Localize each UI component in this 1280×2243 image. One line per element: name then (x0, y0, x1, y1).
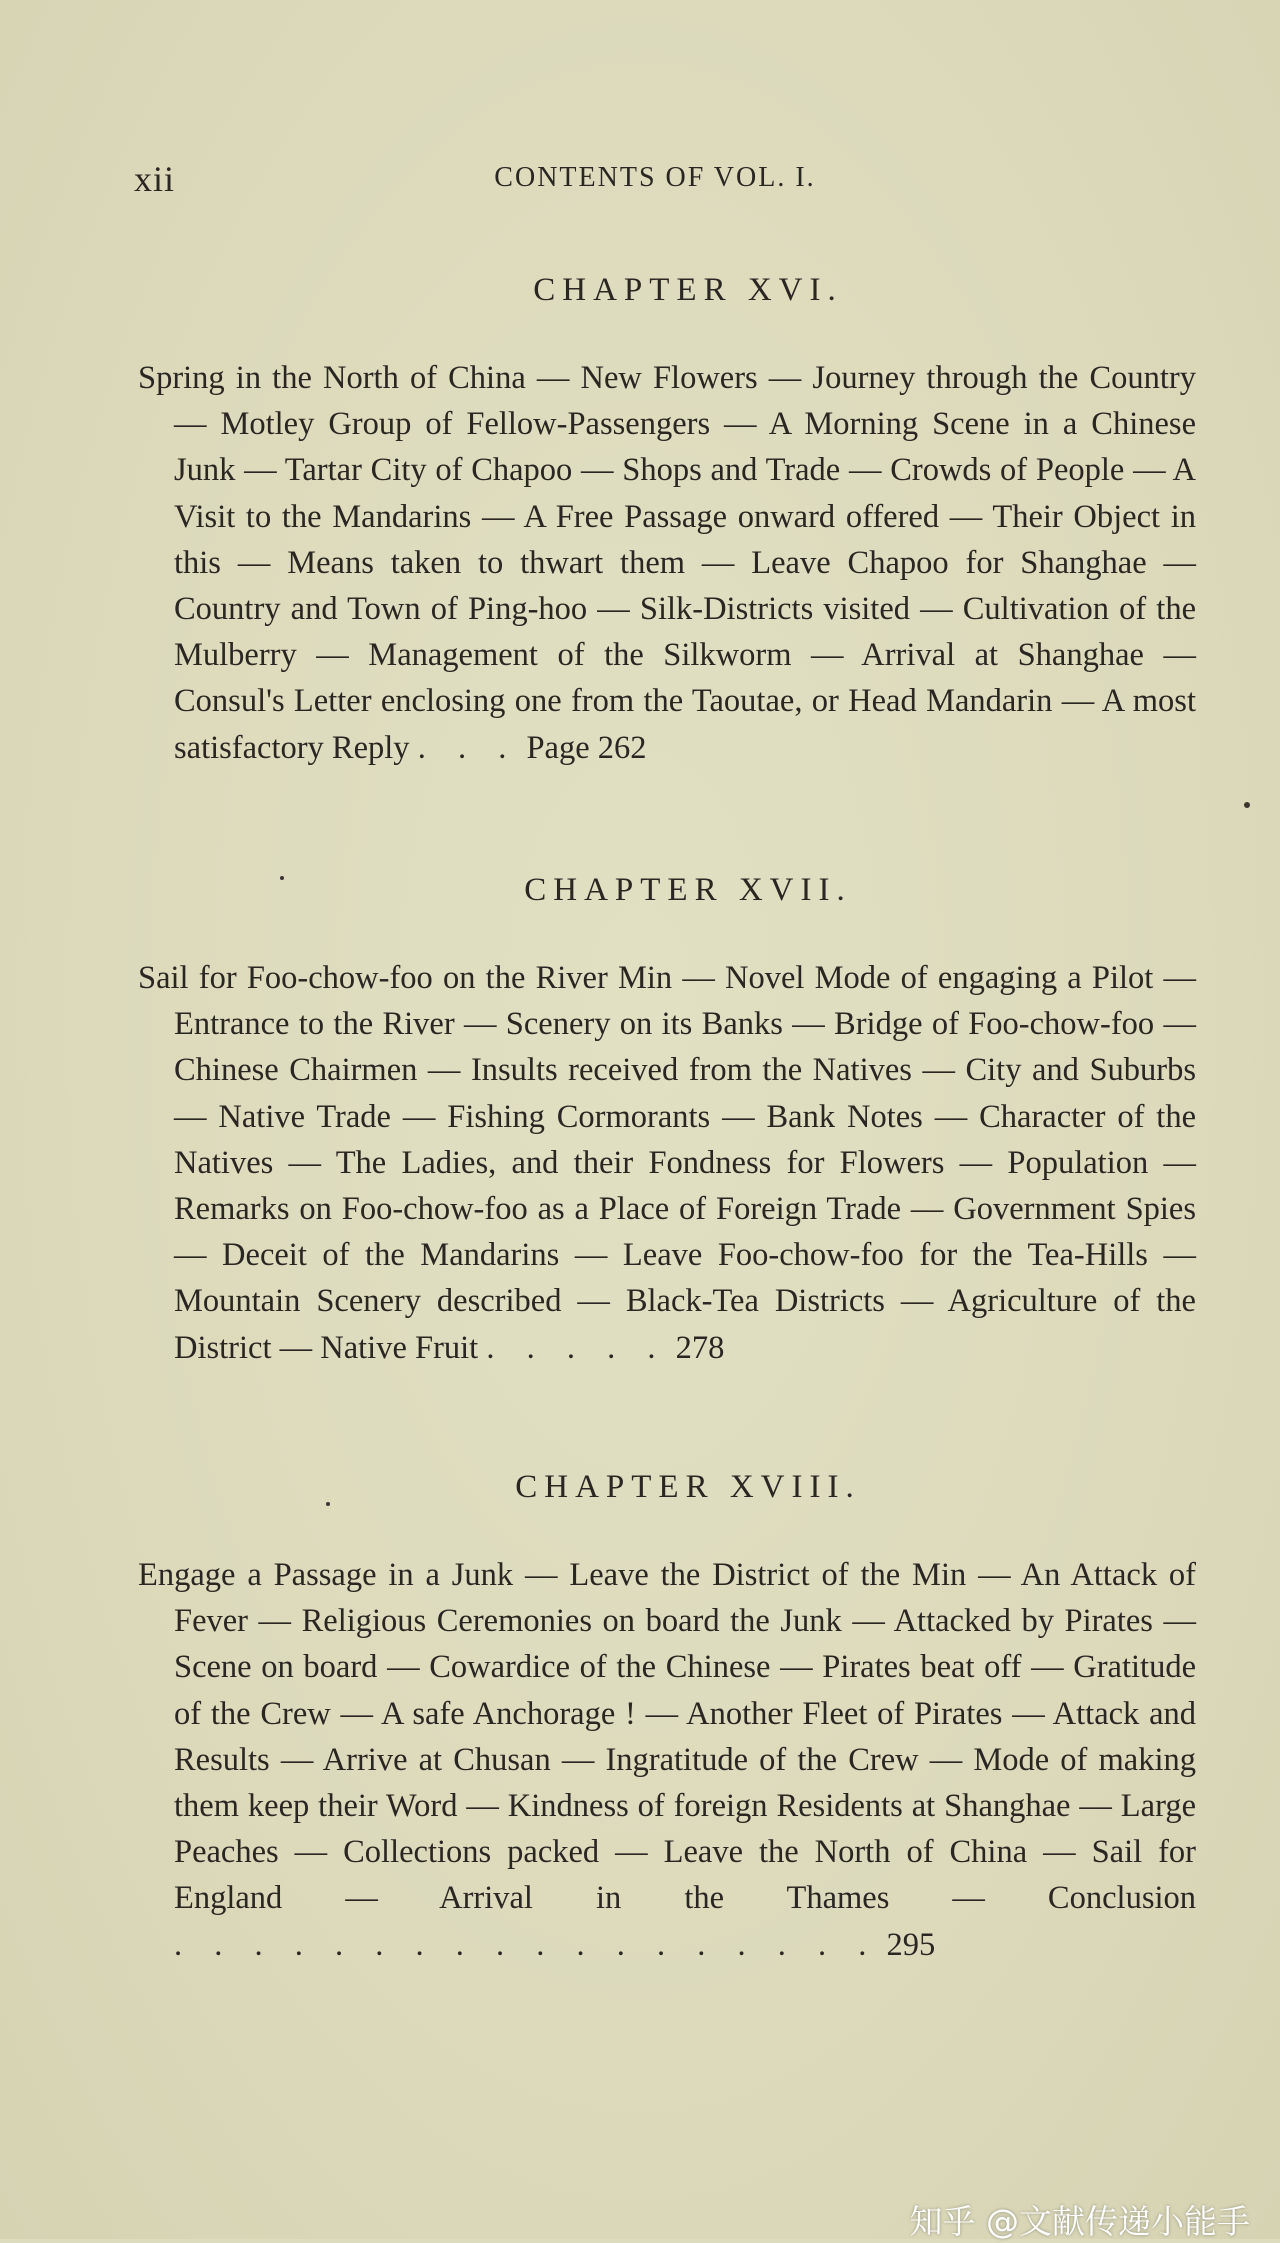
chapter-heading: CHAPTER XVII. (524, 872, 852, 908)
summary-text: Spring in the North of China — New Flowers — Journey through the Country — Motley Group of Fellow-Passengers — A Morning Scene in a Chinese Junk — Tartar City of Chapoo — Shops and Trade — Crowds of People — A Visit to the Mandarins — A Free Passage onward offered — Their Object in this — Means taken to thwart them — Leave Chapoo for Shanghae — Country and Town of Ping-hoo — Silk-Districts visited — Cultivation of the Mulberry — Management of the Silkworm — Arrival at Shanghae — Consul's Letter enclosing one from the Taoutae, or Head Mandarin — A most satisfactory Reply (138, 360, 1196, 766)
ink-speck (326, 1502, 330, 1506)
page-reference (418, 730, 647, 766)
page-reference (486, 1330, 724, 1366)
chapter-heading: CHAPTER XVIII. (515, 1469, 861, 1505)
page-number: Page 262 (526, 729, 647, 766)
chapter-heading: CHAPTER XVI. (533, 272, 843, 308)
chapter-xvii (138, 872, 1198, 1371)
chapter-summary (138, 355, 1196, 771)
chapter-xvi (138, 272, 1198, 771)
page-folio: xii (134, 159, 176, 199)
watermark: 知乎 @文献传递小能手 (909, 2202, 1250, 2241)
ink-speck (1244, 802, 1250, 808)
chapter-summary (138, 1552, 1196, 1968)
dot-leader: . . . . . (486, 1329, 668, 1366)
running-head: CONTENTS OF VOL. I. (494, 162, 816, 193)
chapter-xviii (138, 1469, 1198, 1968)
dot-leader: . . . (417, 729, 519, 766)
page-number: 295 (886, 1926, 936, 1963)
summary-text: Sail for Foo-chow-foo on the River Min — Novel Mode of engaging a Pilot — Entrance to the River — Scenery on its Banks — Bridge of Foo-chow-foo — Chinese Chairmen — Insults received from the Natives — City and Suburbs — Native Trade — Fishing Cormorants — Bank Notes — Character of the Natives — The Ladies, and their Fondness for Flowers — Population — Remarks on Foo-chow-foo as a Place of Foreign Trade — Government Spies — Deceit of the Mandarins — Leave Foo-chow-foo for the Tea-Hills — Mountain Scenery described — Black-Tea Districts — Agriculture of the District — Native Fruit (138, 960, 1196, 1366)
chapter-summary (138, 955, 1196, 1371)
summary-text: Engage a Passage in a Junk — Leave the District of the Min — An Attack of Fever — Religious Ceremonies on board the Junk — Attacked by Pirates — Scene on board — Cowardice of the Chinese — Pirates beat off — Gratitude of the Crew — A safe Anchorage ! — Another Fleet of Pirates — Attack and Results — Arrive at Chusan — Ingratitude of the Crew — Mode of making them keep their Word — Kindness of foreign Residents at Shanghae — Large Peaches — Collections packed — Leave the North of China — Sail for England — Arrival in the Thames — Conclusion (138, 1557, 1196, 1917)
page-reference (174, 1927, 935, 1963)
page-number: 278 (675, 1329, 725, 1366)
dot-leader: . . . . . . . . . . . . . . . . . . (174, 1926, 879, 1963)
ink-speck (280, 876, 284, 880)
